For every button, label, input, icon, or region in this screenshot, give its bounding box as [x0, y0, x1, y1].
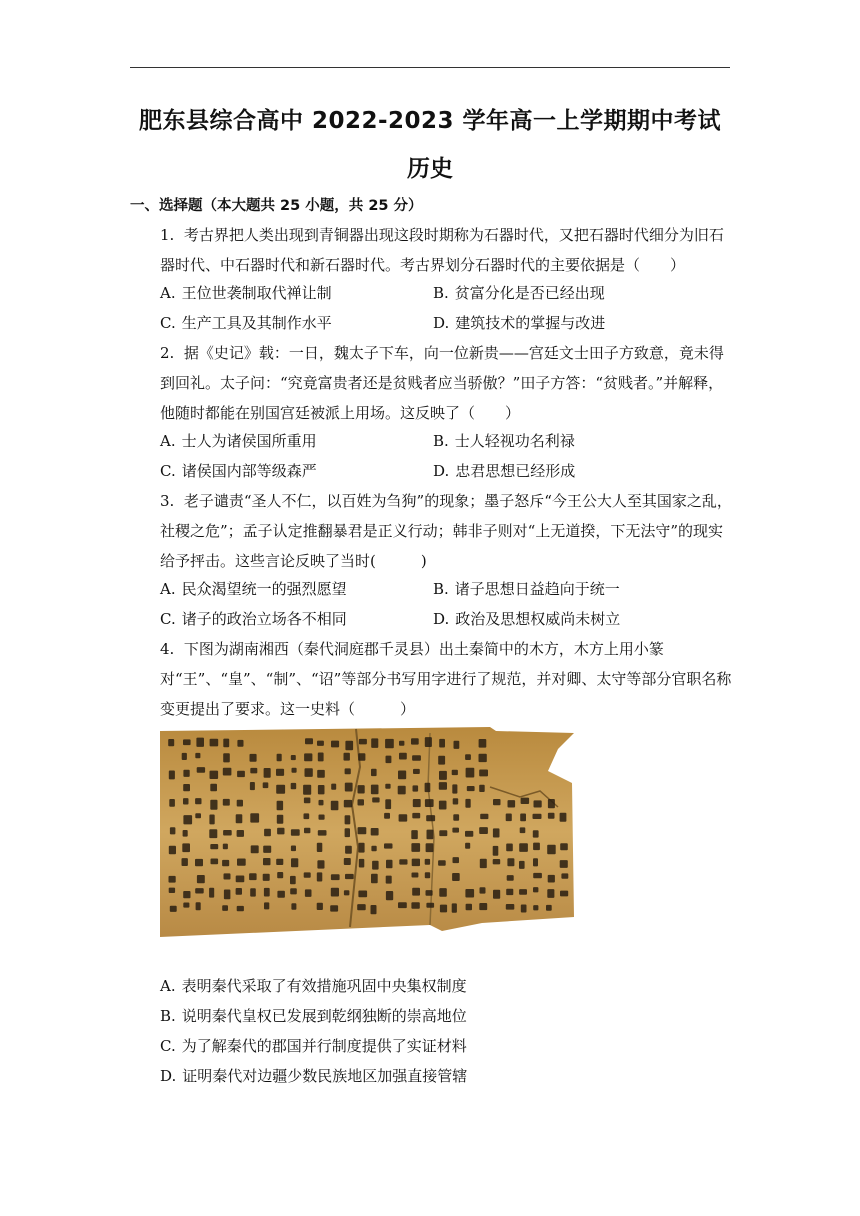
- option-1b[interactable]: B. 贫富分化是否已经出现: [433, 284, 605, 302]
- ink-glyph: [169, 888, 175, 893]
- ink-glyph: [304, 813, 310, 819]
- option-4b[interactable]: B. 说明秦代皇权已发展到乾纲独断的崇高地位: [160, 1007, 467, 1025]
- ink-glyph: [223, 768, 232, 776]
- ink-glyph: [330, 905, 338, 911]
- ink-glyph: [237, 800, 243, 807]
- ink-glyph: [319, 800, 324, 806]
- ink-glyph: [249, 873, 257, 880]
- ink-glyph: [250, 813, 259, 822]
- ink-glyph: [317, 741, 324, 746]
- top-rule: [130, 67, 730, 68]
- ink-glyph: [236, 876, 245, 883]
- ink-glyph: [533, 858, 538, 866]
- ink-glyph: [372, 861, 379, 870]
- ink-glyph: [345, 815, 351, 824]
- ink-glyph: [263, 858, 271, 865]
- ink-glyph: [169, 876, 176, 883]
- ink-glyph: [290, 888, 297, 894]
- ink-glyph: [533, 830, 539, 837]
- ink-glyph: [236, 814, 243, 823]
- ink-glyph: [371, 905, 377, 914]
- ink-glyph: [425, 737, 432, 747]
- question-number: 4.: [160, 640, 175, 658]
- ink-glyph: [304, 753, 312, 761]
- question-stem: 老子谴责“圣人不仁，以百姓为刍狗”的现象；墨子怒斥“今王公大人至其国家之乱，社稷之危”；孟子认定推翻暴君是正义行动；韩非子则对“上无道揆，下无法守”的现实给予抨击。这些言论反映了当时( ): [160, 492, 732, 570]
- ink-glyph: [386, 891, 393, 900]
- ink-glyph: [493, 799, 501, 805]
- option-4d[interactable]: D. 证明秦代对边疆少数民族地区加强直接管辖: [160, 1067, 468, 1085]
- ink-glyph: [250, 754, 257, 762]
- question-3: [160, 486, 732, 576]
- ink-glyph: [399, 741, 404, 746]
- ink-glyph: [277, 828, 284, 835]
- ink-glyph: [479, 754, 487, 762]
- ink-glyph: [358, 753, 365, 760]
- ink-glyph: [466, 768, 475, 778]
- ink-glyph: [454, 741, 460, 749]
- ink-glyph: [276, 769, 284, 776]
- ink-glyph: [345, 828, 350, 837]
- exam-subject: 历史: [407, 156, 453, 182]
- ink-glyph: [560, 860, 568, 868]
- ink-glyph: [371, 769, 377, 776]
- ink-glyph: [358, 827, 367, 834]
- ink-glyph: [412, 813, 420, 819]
- ink-glyph: [425, 872, 430, 878]
- question-2: [160, 338, 732, 428]
- ink-glyph: [425, 799, 434, 807]
- ink-glyph: [317, 843, 323, 852]
- ink-glyph: [182, 753, 187, 760]
- ink-glyph: [452, 828, 459, 833]
- ink-glyph: [344, 858, 351, 865]
- ink-glyph: [197, 875, 205, 883]
- ink-glyph: [183, 830, 188, 837]
- ink-glyph: [508, 800, 516, 807]
- ink-glyph: [196, 902, 201, 910]
- ink-glyph: [345, 768, 351, 774]
- ink-glyph: [264, 888, 270, 897]
- ink-glyph: [263, 782, 269, 788]
- ink-glyph: [345, 741, 353, 751]
- ink-glyph: [412, 755, 421, 761]
- ink-glyph: [169, 799, 175, 807]
- option-1c[interactable]: C. 生产工具及其制作水平: [160, 314, 332, 332]
- ink-glyph: [317, 860, 324, 868]
- ink-glyph: [318, 753, 324, 762]
- ink-glyph: [250, 782, 255, 790]
- ink-glyph: [439, 771, 447, 780]
- ink-glyph: [371, 738, 378, 748]
- ink-glyph: [480, 859, 487, 868]
- ink-glyph: [467, 786, 475, 791]
- question-1: [160, 220, 732, 280]
- ink-glyph: [439, 888, 447, 897]
- ink-glyph: [237, 740, 243, 747]
- ink-glyph: [291, 846, 296, 852]
- ink-glyph: [195, 813, 201, 818]
- ink-glyph: [197, 767, 205, 773]
- option-3a[interactable]: A. 民众渴望统一的强烈愿望: [160, 580, 347, 598]
- ink-glyph: [263, 846, 271, 853]
- ink-glyph: [224, 873, 231, 879]
- ink-glyph: [210, 784, 217, 792]
- ink-glyph: [264, 902, 269, 909]
- ink-glyph: [479, 827, 488, 834]
- ink-glyph: [331, 784, 336, 790]
- ink-glyph: [425, 783, 431, 792]
- ink-glyph: [560, 813, 567, 822]
- question-stem: 考古界把人类出现到青铜器出现这段时期称为石器时代，又把石器时代细分为旧石器时代、中石器时代和新石器时代。考古界划分石器时代的主要依据是（ ）: [160, 226, 724, 274]
- ink-glyph: [344, 890, 350, 895]
- ink-glyph: [276, 859, 283, 865]
- ink-glyph: [521, 905, 527, 913]
- ink-glyph: [211, 859, 219, 865]
- ink-glyph: [292, 768, 297, 773]
- ink-glyph: [506, 889, 513, 895]
- ink-glyph: [170, 827, 176, 834]
- ink-glyph: [438, 756, 445, 765]
- ink-glyph: [438, 860, 446, 866]
- ink-glyph: [452, 873, 460, 881]
- ink-glyph: [452, 903, 457, 912]
- ink-glyph: [547, 845, 556, 854]
- ink-glyph: [452, 770, 458, 775]
- ink-glyph: [210, 844, 218, 849]
- ink-glyph: [345, 846, 352, 854]
- ink-glyph: [209, 888, 214, 898]
- ink-glyph: [561, 873, 568, 878]
- ink-glyph: [291, 858, 298, 867]
- ink-glyph: [264, 768, 271, 778]
- ink-glyph: [479, 739, 487, 748]
- ink-glyph: [277, 801, 284, 811]
- ink-glyph: [236, 888, 242, 895]
- ink-glyph: [358, 785, 365, 793]
- ink-glyph: [344, 800, 352, 808]
- ink-glyph: [465, 799, 470, 808]
- ink-glyph: [439, 801, 447, 810]
- option-4c[interactable]: C. 为了解秦代的郡国并行制度提供了实证材料: [160, 1037, 467, 1055]
- ink-glyph: [317, 770, 325, 778]
- ink-glyph: [291, 829, 300, 836]
- ink-glyph: [223, 844, 228, 850]
- ink-glyph: [331, 801, 339, 810]
- ink-glyph: [223, 753, 230, 762]
- ink-glyph: [237, 830, 244, 837]
- ink-glyph: [465, 831, 473, 837]
- ink-glyph: [371, 846, 376, 852]
- ink-glyph: [466, 904, 472, 911]
- ink-glyph: [317, 872, 323, 881]
- ink-glyph: [304, 872, 311, 877]
- ink-glyph: [264, 829, 271, 837]
- ink-glyph: [386, 860, 393, 869]
- ink-glyph: [304, 798, 311, 804]
- ink-glyph: [371, 785, 379, 795]
- ink-glyph: [305, 768, 313, 777]
- ink-glyph: [358, 891, 367, 898]
- ink-glyph: [520, 827, 526, 833]
- ink-glyph: [358, 799, 365, 805]
- ink-glyph: [452, 784, 457, 793]
- ink-glyph: [411, 902, 419, 908]
- ink-glyph: [398, 902, 407, 908]
- ink-glyph: [331, 874, 340, 880]
- ink-glyph: [386, 876, 392, 884]
- ink-glyph: [520, 814, 526, 822]
- ink-glyph: [427, 830, 434, 840]
- ink-glyph: [209, 829, 217, 838]
- ink-glyph: [534, 800, 542, 807]
- ink-glyph: [372, 797, 379, 802]
- ink-glyph: [465, 889, 474, 898]
- ink-glyph: [169, 846, 176, 854]
- ink-glyph: [305, 889, 312, 897]
- ink-glyph: [183, 798, 189, 804]
- ink-glyph: [426, 815, 435, 821]
- ink-glyph: [291, 755, 296, 760]
- ink-glyph: [345, 783, 353, 792]
- question-number: 1.: [160, 226, 175, 244]
- ink-glyph: [425, 859, 430, 865]
- ink-glyph: [182, 858, 188, 866]
- ink-glyph: [276, 785, 285, 794]
- ink-glyph: [222, 905, 228, 911]
- ink-glyph: [344, 753, 350, 761]
- ink-glyph: [399, 859, 407, 864]
- option-2a[interactable]: A. 士人为诸侯国所重用: [160, 432, 317, 450]
- ink-glyph: [384, 813, 390, 819]
- ink-glyph: [453, 857, 460, 863]
- ink-glyph: [303, 785, 311, 795]
- ink-glyph: [426, 903, 434, 908]
- ink-glyph: [263, 874, 270, 881]
- ink-glyph: [413, 785, 419, 791]
- ink-glyph: [304, 828, 310, 834]
- ink-glyph: [465, 754, 471, 760]
- ink-glyph: [465, 843, 470, 849]
- ink-glyph: [412, 873, 419, 878]
- ink-glyph: [398, 771, 406, 780]
- ink-glyph: [196, 738, 204, 747]
- ink-glyph: [250, 888, 256, 896]
- ink-glyph: [493, 890, 500, 899]
- ink-glyph: [412, 859, 420, 867]
- ink-glyph: [519, 861, 525, 869]
- ink-glyph: [411, 830, 418, 839]
- ink-glyph: [385, 784, 390, 789]
- ink-glyph: [291, 903, 296, 910]
- ink-glyph: [331, 741, 339, 748]
- ink-glyph: [222, 860, 229, 866]
- ink-glyph: [357, 904, 366, 910]
- ink-glyph: [318, 830, 327, 836]
- ink-glyph: [182, 843, 190, 852]
- ink-glyph: [479, 770, 488, 777]
- exam-title: 肥东县综合高中 2022-2023 学年高一上学期期中考试: [138, 108, 722, 134]
- ink-glyph: [439, 782, 447, 790]
- ink-glyph: [399, 753, 407, 760]
- ink-glyph: [533, 887, 538, 892]
- ink-glyph: [413, 769, 420, 774]
- ink-glyph: [223, 799, 230, 806]
- ink-glyph: [277, 754, 282, 762]
- question-stem: 下图为湖南湘西（秦代洞庭郡千灵县）出土秦简中的木方，木方上用小篆对“王”、“皇”、“制”、“诏”等部分书写用字进行了规范，并对卿、太守等部分官职名称变更提出了要求。这一史料（ ）: [160, 640, 732, 718]
- ink-glyph: [277, 872, 283, 878]
- question-4: [160, 634, 732, 724]
- ink-glyph: [385, 799, 391, 809]
- ink-glyph: [251, 845, 259, 853]
- ink-glyph: [560, 891, 568, 897]
- ink-glyph: [195, 753, 200, 758]
- ink-glyph: [507, 858, 514, 866]
- ink-glyph: [426, 890, 433, 896]
- ink-glyph: [411, 843, 420, 852]
- ink-glyph: [385, 739, 394, 748]
- ink-glyph: [168, 739, 174, 746]
- ink-glyph: [371, 874, 378, 883]
- ink-glyph: [506, 904, 515, 910]
- ink-glyph: [548, 875, 555, 883]
- ink-glyph: [533, 814, 542, 819]
- ink-glyph: [169, 771, 175, 780]
- ink-glyph: [547, 889, 554, 898]
- ink-glyph: [183, 784, 190, 791]
- ink-glyph: [560, 843, 568, 850]
- ink-glyph: [237, 771, 245, 777]
- ink-glyph: [210, 800, 217, 810]
- ink-glyph: [209, 815, 214, 825]
- ink-glyph: [305, 738, 313, 744]
- ink-glyph: [519, 889, 527, 895]
- ink-glyph: [386, 756, 392, 764]
- ink-glyph: [548, 813, 555, 819]
- ink-glyph: [439, 830, 447, 836]
- ink-glyph: [319, 815, 325, 820]
- ink-glyph: [210, 739, 219, 747]
- ink-glyph: [277, 891, 285, 898]
- ink-glyph: [195, 798, 201, 804]
- ink-glyph: [250, 768, 257, 774]
- ink-glyph: [317, 903, 323, 910]
- ink-glyph: [480, 814, 488, 819]
- ink-glyph: [519, 843, 528, 852]
- ink-glyph: [277, 815, 284, 824]
- ink-glyph: [439, 739, 445, 748]
- ink-glyph: [195, 859, 203, 866]
- ink-glyph: [479, 785, 485, 792]
- option-3d[interactable]: D. 政治及思想权威尚未树立: [433, 610, 621, 628]
- ink-glyph: [493, 846, 499, 856]
- ink-glyph: [223, 830, 232, 836]
- ink-glyph: [480, 887, 486, 893]
- ink-glyph: [413, 799, 421, 807]
- ink-glyph: [506, 814, 512, 822]
- ink-glyph: [170, 906, 177, 912]
- option-4a[interactable]: A. 表明秦代采取了有效措施巩固中央集权制度: [160, 977, 467, 995]
- ink-glyph: [493, 859, 501, 864]
- ink-glyph: [210, 771, 219, 779]
- option-2c[interactable]: C. 诸侯国内部等级森严: [160, 462, 317, 480]
- ink-glyph: [384, 843, 393, 848]
- ink-glyph: [521, 798, 530, 804]
- ink-glyph: [398, 786, 406, 795]
- ink-glyph: [183, 770, 189, 777]
- ink-glyph: [183, 739, 191, 745]
- option-3c[interactable]: C. 诸子的政治立场各不相同: [160, 610, 347, 628]
- section-heading: 一、选择题（本大题共 25 小题，共 25 分）: [130, 198, 423, 214]
- ink-glyph: [237, 906, 244, 911]
- ink-glyph: [546, 905, 552, 911]
- ink-glyph: [359, 859, 365, 868]
- ink-glyph: [507, 875, 514, 881]
- ink-glyph: [493, 828, 500, 837]
- ink-glyph: [411, 738, 419, 744]
- ink-glyph: [440, 905, 447, 913]
- question-number: 3.: [160, 492, 175, 510]
- option-1a[interactable]: A. 王位世袭制取代禅让制: [160, 284, 332, 302]
- ink-glyph: [412, 888, 420, 896]
- ink-glyph: [359, 843, 365, 853]
- option-2b[interactable]: B. 士人轻视功名利禄: [433, 432, 575, 450]
- option-2d[interactable]: D. 忠君思想已经形成: [433, 462, 576, 480]
- ink-glyph: [183, 891, 190, 898]
- ink-glyph: [318, 785, 325, 794]
- question-number: 2.: [160, 344, 175, 362]
- question-stem: 据《史记》载：一日，魏太子下车，向一位新贵——宫廷文士田子方致意，竟未得到回礼。太子问：“究竟富贵者还是贫贱者应当骄傲？”田子方答：“贫贱者。”并解释，他随时都能在别国宫廷被派上用场。这反映了（ ）: [160, 344, 724, 422]
- ink-glyph: [399, 814, 408, 821]
- ink-glyph: [506, 844, 513, 852]
- option-1d[interactable]: D. 建筑技术的掌握与改进: [433, 314, 606, 332]
- ink-glyph: [359, 739, 367, 745]
- ink-glyph: [291, 783, 297, 789]
- ink-glyph: [223, 739, 229, 748]
- ink-glyph: [195, 888, 204, 893]
- ink-glyph: [426, 843, 434, 852]
- ink-glyph: [533, 843, 540, 851]
- ink-glyph: [533, 873, 542, 878]
- ink-glyph: [183, 903, 189, 908]
- ink-glyph: [224, 890, 231, 900]
- ink-glyph: [453, 798, 459, 804]
- ink-glyph: [290, 876, 296, 884]
- ink-glyph: [237, 859, 246, 866]
- option-3b[interactable]: B. 诸子思想日益趋向于统一: [433, 580, 620, 598]
- ink-glyph: [331, 888, 339, 897]
- ink-glyph: [479, 903, 487, 910]
- ink-glyph: [345, 874, 354, 879]
- ink-glyph: [453, 814, 459, 820]
- ink-glyph: [548, 799, 555, 808]
- ink-glyph: [183, 815, 192, 824]
- wooden-slip-photo: [160, 727, 574, 937]
- ink-glyph: [533, 905, 538, 910]
- ink-glyph: [371, 828, 379, 836]
